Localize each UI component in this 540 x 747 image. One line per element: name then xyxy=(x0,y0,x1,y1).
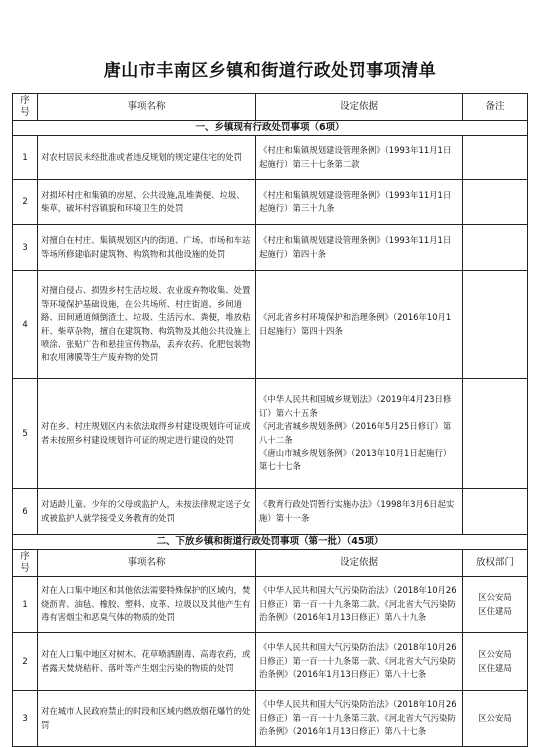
section2-header-basis: 设定依据 xyxy=(256,550,463,577)
legal-basis-line: 《中华人民共和国大气污染防治法》（2018年10月26日修正）第一百一十九条第一款、《河北省大气污染防治条例》（2016年1月13日修正）第八十七条 xyxy=(259,642,457,680)
header-num: 序号 xyxy=(13,94,38,121)
row-note xyxy=(463,225,528,271)
row-note xyxy=(463,379,528,489)
row-number: 6 xyxy=(13,489,38,535)
row-legal-basis xyxy=(256,180,463,225)
table-row xyxy=(13,225,528,271)
row-department xyxy=(463,633,528,691)
row-number: 4 xyxy=(13,271,38,379)
row-legal-basis xyxy=(256,633,463,691)
row-number: 3 xyxy=(13,225,38,271)
row-legal-basis xyxy=(256,489,463,535)
legal-basis-line: 《中华人民共和国大气污染防治法》（2018年10月26日修正）第一百一十九条第三款、《河北省大气污染防治条例》（2016年1月13日修正）第八十七条 xyxy=(259,699,457,737)
row-legal-basis xyxy=(256,691,463,747)
row-item-name: 对擅自在村庄、集镇规划区内的街道、广场、市场和车站等场所修建临时建筑物、构筑物和其他设施的处罚 xyxy=(38,225,256,271)
department-name: 区公安局 xyxy=(478,592,512,603)
legal-basis-line: 《中华人民共和国大气污染防治法》（2018年10月26日修正）第一百一十九条第二款、《河北省大气污染防治条例》（2016年1月13日修正）第八十九条 xyxy=(259,585,457,623)
row-note xyxy=(463,489,528,535)
section1-title: 一、乡镇现有行政处罚事项（6项） xyxy=(13,121,528,136)
department-name: 区公安局 xyxy=(478,712,512,723)
row-legal-basis xyxy=(256,225,463,271)
table-row xyxy=(13,691,528,747)
row-number: 5 xyxy=(13,379,38,489)
legal-basis-line: 《教育行政处罚暂行实施办法》（1998年3月6日起实施）第十一条 xyxy=(259,499,455,523)
row-item-name: 对在城市人民政府禁止的时段和区域内燃放烟花爆竹的处罚 xyxy=(38,691,256,747)
table-row xyxy=(13,379,528,489)
document-title: 唐山市丰南区乡镇和街道行政处罚事项清单 xyxy=(103,61,437,81)
section1-title-row xyxy=(13,121,528,136)
row-number: 3 xyxy=(13,691,38,747)
row-department xyxy=(463,577,528,633)
table-row xyxy=(13,180,528,225)
row-note xyxy=(463,136,528,180)
department-name: 区住建局 xyxy=(478,662,512,673)
department-name: 区公安局 xyxy=(478,649,512,660)
row-number: 2 xyxy=(13,180,38,225)
legal-basis-line: 《河北省乡村环境保护和治理条例》（2016年10月1日起施行）第四十四条 xyxy=(259,312,452,336)
department-name: 区住建局 xyxy=(478,605,512,616)
row-legal-basis xyxy=(256,577,463,633)
row-legal-basis xyxy=(256,379,463,489)
section2-header-row xyxy=(13,550,528,577)
row-item-name: 对适龄儿童、少年的父母或监护人，未按法律规定送子女或被监护人就学接受义务教育的处罚 xyxy=(38,489,256,535)
legal-basis-line: 《河北省城乡规划条例》（2016年5月25日修订）第八十二条 xyxy=(259,421,452,445)
header-name: 事项名称 xyxy=(38,94,256,121)
section2-title: 二、下放乡镇和街道行政处罚事项（第一批）（45项） xyxy=(13,535,528,550)
row-number: 1 xyxy=(13,136,38,180)
row-item-name: 对在乡、村庄规划区内未依法取得乡村建设规划许可证或者未按照乡村建设规划许可证的规定进行建设的处罚 xyxy=(38,379,256,489)
row-number: 1 xyxy=(13,577,38,633)
row-item-name: 对在人口集中地区和其他依法需要特殊保护的区域内，焚烧沥青、油毡、橡胶、塑料、皮革、垃圾以及其他产生有毒有害烟尘和恶臭气体的物质的处罚 xyxy=(38,577,256,633)
table-row xyxy=(13,489,528,535)
legal-basis-line: 《中华人民共和国城乡规划法》（2019年4月23日修订）第六十五条 xyxy=(259,394,452,418)
row-item-name: 对在人口集中地区对树木、花草喷洒剧毒、高毒农药，或者露天焚烧秸秆、落叶等产生烟尘污染的物质的处罚 xyxy=(38,633,256,691)
row-item-name: 对损坏村庄和集镇的房屋、公共设施,乱堆粪便、垃圾、柴草，破坏村容镇貌和环境卫生的处罚 xyxy=(38,180,256,225)
table-row xyxy=(13,136,528,180)
section2-header-num: 序号 xyxy=(13,550,38,577)
section2-header-dept: 放权部门 xyxy=(463,550,528,577)
header-basis: 设定依据 xyxy=(256,94,463,121)
table-header-row xyxy=(13,94,528,121)
row-item-name: 对擅自侵占、损毁乡村生活垃圾、农业废弃物收集、处置等环境保护基础设施，在公共场所、村庄街道、乡间道路、田间通道倾倒渣土、垃圾、生活污水、粪便，堆放秸秆、柴草杂物，擅自在建筑物、构筑物及其他公共设施上喷涂、张贴广告和悬挂宣传物品，丢弃农药、化肥包装物和农用薄膜等生产废弃物的处罚 xyxy=(38,271,256,379)
legal-basis-line: 《村庄和集镇规划建设管理条例》（1993年11月1日起施行）第三十七条第二款 xyxy=(259,145,452,169)
legal-basis-line: 《村庄和集镇规划建设管理条例》（1993年11月1日起施行）第三十九条 xyxy=(259,189,452,213)
section2-title-row xyxy=(13,535,528,550)
row-item-name: 对农村居民未经批准或者违反规划的规定建住宅的处罚 xyxy=(38,136,256,180)
penalty-list-table xyxy=(12,93,528,747)
row-department xyxy=(463,691,528,747)
header-note: 备注 xyxy=(463,94,528,121)
row-legal-basis xyxy=(256,271,463,379)
section2-header-name: 事项名称 xyxy=(38,550,256,577)
row-number: 2 xyxy=(13,633,38,691)
table-row xyxy=(13,271,528,379)
row-legal-basis xyxy=(256,136,463,180)
row-note xyxy=(463,271,528,379)
table-row xyxy=(13,577,528,633)
legal-basis-line: 《唐山市城乡规划条例》（2013年10月1日起施行）第七十七条 xyxy=(259,447,452,472)
row-note xyxy=(463,180,528,225)
legal-basis-line: 《村庄和集镇规划建设管理条例》（1993年11月1日起施行）第四十条 xyxy=(259,235,452,259)
table-row xyxy=(13,633,528,691)
